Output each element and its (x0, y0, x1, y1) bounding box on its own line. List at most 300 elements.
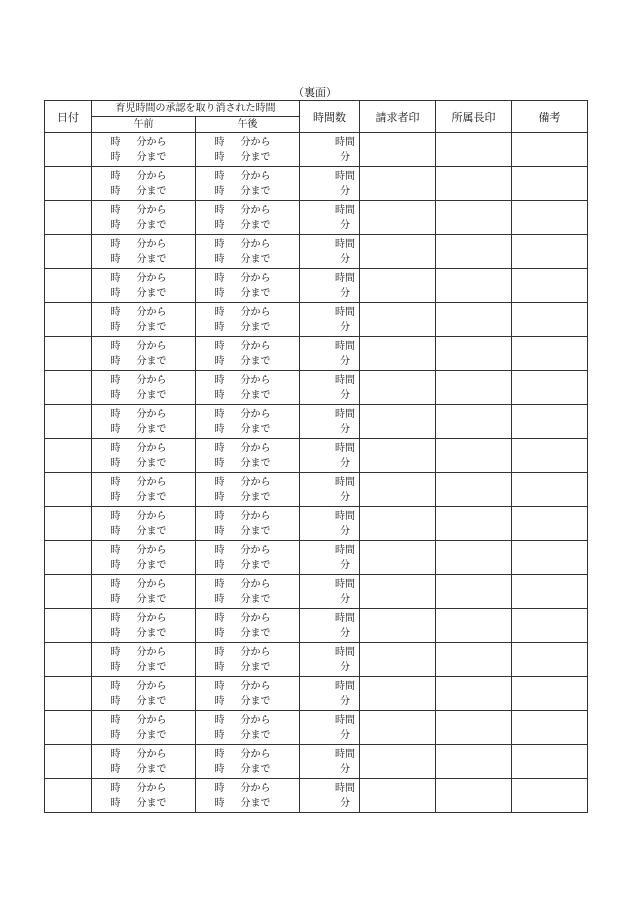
am-time-cell[interactable] (92, 711, 196, 745)
hour-label: 時 (110, 782, 121, 794)
minutes-until-label: 分まで (136, 593, 167, 605)
time-from-line (92, 543, 195, 558)
pm-time-cell[interactable] (196, 337, 300, 371)
hours-unit-label: 時間 (335, 238, 355, 250)
table-row (45, 371, 588, 405)
head-seal-cell[interactable] (436, 269, 512, 303)
time-until-line (92, 660, 195, 675)
am-time-cell[interactable] (92, 507, 196, 541)
remarks-cell[interactable] (512, 473, 588, 507)
time-until-line (92, 354, 195, 369)
hour-label: 時 (214, 442, 225, 454)
header-am: 午前 (92, 117, 196, 133)
requester-seal-cell[interactable] (360, 133, 436, 167)
hour-label: 時 (214, 729, 225, 741)
childcare-time-revocation-table (44, 100, 588, 813)
date-cell[interactable] (45, 575, 92, 609)
date-cell[interactable] (45, 167, 92, 201)
hour-label: 時 (214, 151, 225, 163)
remarks-cell[interactable] (512, 609, 588, 643)
table-row (45, 133, 588, 167)
pm-time-cell[interactable] (196, 643, 300, 677)
time-until-line (196, 320, 299, 335)
hours-cell[interactable] (300, 371, 360, 405)
hour-label: 時 (214, 593, 225, 605)
hour-label: 時 (110, 763, 121, 775)
time-until-line (92, 320, 195, 335)
hour-label: 時 (214, 578, 225, 590)
head-seal-cell[interactable] (436, 507, 512, 541)
head-seal-cell[interactable] (436, 473, 512, 507)
requester-seal-cell[interactable] (360, 473, 436, 507)
hours-cell[interactable] (300, 677, 360, 711)
minutes-unit-label: 分 (340, 321, 350, 333)
date-cell[interactable] (45, 235, 92, 269)
hours-unit-label: 時間 (335, 306, 355, 318)
table-row (45, 439, 588, 473)
pm-time-cell[interactable] (196, 133, 300, 167)
minutes-until-label: 分まで (136, 729, 167, 741)
head-seal-cell[interactable] (436, 201, 512, 235)
pm-time-cell[interactable] (196, 235, 300, 269)
minutes-from-label: 分から (240, 170, 271, 182)
hour-label: 時 (110, 136, 121, 148)
minutes-from-label: 分から (240, 272, 271, 284)
pm-time-cell[interactable] (196, 575, 300, 609)
requester-seal-cell[interactable] (360, 371, 436, 405)
hour-label: 時 (214, 627, 225, 639)
hours-unit-label: 時間 (335, 374, 355, 386)
head-seal-cell[interactable] (436, 745, 512, 779)
hours-cell[interactable] (300, 337, 360, 371)
time-from-line (92, 237, 195, 252)
minutes-from-label: 分から (240, 680, 271, 692)
minutes-from-label: 分から (136, 272, 167, 284)
hours-cell[interactable] (300, 235, 360, 269)
hour-label: 時 (214, 510, 225, 522)
hours-cell[interactable] (300, 507, 360, 541)
date-cell[interactable] (45, 507, 92, 541)
head-seal-cell[interactable] (436, 303, 512, 337)
minutes-from-label: 分から (136, 646, 167, 658)
minutes-until-label: 分まで (240, 355, 271, 367)
minutes-unit-label: 分 (340, 695, 350, 707)
minutes-unit-label: 分 (340, 389, 350, 401)
time-from-line (196, 339, 299, 354)
time-until-line (196, 150, 299, 165)
time-from-line (196, 747, 299, 762)
table-row (45, 779, 588, 813)
head-seal-cell[interactable] (436, 439, 512, 473)
header-remarks: 備考 (512, 101, 588, 133)
minutes-until-label: 分まで (240, 151, 271, 163)
date-cell[interactable] (45, 609, 92, 643)
table-row (45, 507, 588, 541)
table-row (45, 473, 588, 507)
time-from-line (92, 747, 195, 762)
am-time-cell[interactable] (92, 439, 196, 473)
minutes-from-label: 分から (240, 578, 271, 590)
am-time-cell[interactable] (92, 303, 196, 337)
minutes-from-label: 分から (240, 646, 271, 658)
am-time-cell[interactable] (92, 575, 196, 609)
hour-label: 時 (110, 627, 121, 639)
hours-cell[interactable] (300, 201, 360, 235)
date-cell[interactable] (45, 337, 92, 371)
remarks-cell[interactable] (512, 711, 588, 745)
minutes-from-label: 分から (240, 408, 271, 420)
time-until-line (92, 592, 195, 607)
hour-label: 時 (110, 525, 121, 537)
remarks-cell[interactable] (512, 405, 588, 439)
remarks-cell[interactable] (512, 507, 588, 541)
remarks-cell[interactable] (512, 167, 588, 201)
requester-seal-cell[interactable] (360, 337, 436, 371)
minutes-until-label: 分まで (136, 695, 167, 707)
hour-label: 時 (110, 340, 121, 352)
requester-seal-cell[interactable] (360, 609, 436, 643)
header-revoked-time: 育児時間の承認を取り消された時間 (92, 101, 300, 117)
minutes-unit-label: 分 (340, 219, 350, 231)
time-until-line (92, 456, 195, 471)
remarks-cell[interactable] (512, 337, 588, 371)
minutes-unit-label: 分 (340, 797, 350, 809)
pm-time-cell[interactable] (196, 473, 300, 507)
minutes-unit-label: 分 (340, 253, 350, 265)
minutes-from-label: 分から (240, 136, 271, 148)
date-cell[interactable] (45, 405, 92, 439)
header-head-seal: 所属長印 (436, 101, 512, 133)
am-time-cell[interactable] (92, 405, 196, 439)
time-until-line (92, 388, 195, 403)
requester-seal-cell[interactable] (360, 745, 436, 779)
requester-seal-cell[interactable] (360, 575, 436, 609)
head-seal-cell[interactable] (436, 235, 512, 269)
hour-label: 時 (214, 408, 225, 420)
date-cell[interactable] (45, 779, 92, 813)
requester-seal-cell[interactable] (360, 677, 436, 711)
date-cell[interactable] (45, 541, 92, 575)
pm-time-cell[interactable] (196, 779, 300, 813)
head-seal-cell[interactable] (436, 779, 512, 813)
pm-time-cell[interactable] (196, 405, 300, 439)
table-row (45, 643, 588, 677)
hour-label: 時 (110, 729, 121, 741)
time-until-line (92, 252, 195, 267)
am-time-cell[interactable] (92, 167, 196, 201)
am-time-cell[interactable] (92, 337, 196, 371)
minutes-until-label: 分まで (240, 219, 271, 231)
hours-unit-label: 時間 (335, 442, 355, 454)
head-seal-cell[interactable] (436, 133, 512, 167)
minutes-from-label: 分から (240, 510, 271, 522)
remarks-cell[interactable] (512, 235, 588, 269)
minutes-from-label: 分から (136, 408, 167, 420)
am-time-cell[interactable] (92, 609, 196, 643)
minutes-unit-label: 分 (340, 151, 350, 163)
minutes-until-label: 分まで (240, 627, 271, 639)
table-row (45, 269, 588, 303)
pm-time-cell[interactable] (196, 507, 300, 541)
hour-label: 時 (214, 525, 225, 537)
time-until-line (92, 150, 195, 165)
hour-label: 時 (214, 306, 225, 318)
hour-label: 時 (110, 321, 121, 333)
hours-unit-label: 時間 (335, 646, 355, 658)
header-pm: 午後 (196, 117, 300, 133)
hours-cell[interactable] (300, 779, 360, 813)
pm-time-cell[interactable] (196, 371, 300, 405)
hour-label: 時 (110, 442, 121, 454)
requester-seal-cell[interactable] (360, 201, 436, 235)
minutes-until-label: 分まで (136, 389, 167, 401)
am-time-cell[interactable] (92, 201, 196, 235)
hour-label: 時 (110, 612, 121, 624)
pm-time-cell[interactable] (196, 541, 300, 575)
minutes-until-label: 分まで (240, 729, 271, 741)
am-time-cell[interactable] (92, 745, 196, 779)
minutes-from-label: 分から (136, 204, 167, 216)
minutes-from-label: 分から (136, 782, 167, 794)
time-until-line (92, 694, 195, 709)
hour-label: 時 (110, 287, 121, 299)
remarks-cell[interactable] (512, 133, 588, 167)
hours-cell[interactable] (300, 133, 360, 167)
remarks-cell[interactable] (512, 541, 588, 575)
hours-cell[interactable] (300, 269, 360, 303)
hour-label: 時 (110, 661, 121, 673)
time-from-line (196, 203, 299, 218)
minutes-from-label: 分から (136, 374, 167, 386)
pm-time-cell[interactable] (196, 439, 300, 473)
date-cell[interactable] (45, 711, 92, 745)
requester-seal-cell[interactable] (360, 235, 436, 269)
head-seal-cell[interactable] (436, 575, 512, 609)
hour-label: 時 (110, 680, 121, 692)
pm-time-cell[interactable] (196, 711, 300, 745)
date-cell[interactable] (45, 133, 92, 167)
minutes-from-label: 分から (136, 476, 167, 488)
pm-time-cell[interactable] (196, 677, 300, 711)
hour-label: 時 (214, 763, 225, 775)
requester-seal-cell[interactable] (360, 439, 436, 473)
hours-cell[interactable] (300, 575, 360, 609)
hour-label: 時 (110, 306, 121, 318)
requester-seal-cell[interactable] (360, 167, 436, 201)
hour-label: 時 (214, 544, 225, 556)
remarks-cell[interactable] (512, 201, 588, 235)
minutes-from-label: 分から (240, 544, 271, 556)
hour-label: 時 (110, 423, 121, 435)
hour-label: 時 (110, 253, 121, 265)
date-cell[interactable] (45, 303, 92, 337)
date-cell[interactable] (45, 269, 92, 303)
pm-time-cell[interactable] (196, 167, 300, 201)
minutes-until-label: 分まで (136, 627, 167, 639)
pm-time-cell[interactable] (196, 609, 300, 643)
time-until-line (196, 558, 299, 573)
time-from-line (92, 407, 195, 422)
head-seal-cell[interactable] (436, 711, 512, 745)
minutes-until-label: 分まで (240, 185, 271, 197)
time-until-line (196, 354, 299, 369)
date-cell[interactable] (45, 643, 92, 677)
hours-cell[interactable] (300, 303, 360, 337)
hours-unit-label: 時間 (335, 782, 355, 794)
requester-seal-cell[interactable] (360, 779, 436, 813)
minutes-from-label: 分から (136, 238, 167, 250)
time-until-line (92, 422, 195, 437)
hour-label: 時 (110, 510, 121, 522)
pm-time-cell[interactable] (196, 303, 300, 337)
hours-unit-label: 時間 (335, 170, 355, 182)
minutes-until-label: 分まで (240, 491, 271, 503)
minutes-from-label: 分から (240, 782, 271, 794)
hours-unit-label: 時間 (335, 578, 355, 590)
remarks-cell[interactable] (512, 779, 588, 813)
head-seal-cell[interactable] (436, 541, 512, 575)
table-body (45, 133, 588, 813)
hour-label: 時 (110, 476, 121, 488)
time-until-line (196, 456, 299, 471)
head-seal-cell[interactable] (436, 337, 512, 371)
am-time-cell[interactable] (92, 133, 196, 167)
date-cell[interactable] (45, 745, 92, 779)
time-from-line (196, 679, 299, 694)
time-until-line (196, 388, 299, 403)
hour-label: 時 (214, 748, 225, 760)
requester-seal-cell[interactable] (360, 643, 436, 677)
time-from-line (196, 305, 299, 320)
hours-cell[interactable] (300, 711, 360, 745)
am-time-cell[interactable] (92, 371, 196, 405)
remarks-cell[interactable] (512, 575, 588, 609)
hours-unit-label: 時間 (335, 136, 355, 148)
hour-label: 時 (214, 491, 225, 503)
minutes-until-label: 分まで (136, 797, 167, 809)
remarks-cell[interactable] (512, 745, 588, 779)
date-cell[interactable] (45, 473, 92, 507)
hour-label: 時 (110, 204, 121, 216)
minutes-unit-label: 分 (340, 661, 350, 673)
minutes-from-label: 分から (240, 340, 271, 352)
pm-time-cell[interactable] (196, 201, 300, 235)
minutes-until-label: 分まで (240, 593, 271, 605)
time-until-line (196, 218, 299, 233)
hour-label: 時 (110, 151, 121, 163)
minutes-from-label: 分から (240, 476, 271, 488)
head-seal-cell[interactable] (436, 677, 512, 711)
head-seal-cell[interactable] (436, 371, 512, 405)
minutes-until-label: 分まで (240, 423, 271, 435)
time-from-line (92, 441, 195, 456)
minutes-from-label: 分から (136, 544, 167, 556)
requester-seal-cell[interactable] (360, 303, 436, 337)
head-seal-cell[interactable] (436, 609, 512, 643)
requester-seal-cell[interactable] (360, 405, 436, 439)
hour-label: 時 (214, 457, 225, 469)
remarks-cell[interactable] (512, 677, 588, 711)
requester-seal-cell[interactable] (360, 541, 436, 575)
hours-cell[interactable] (300, 541, 360, 575)
date-cell[interactable] (45, 439, 92, 473)
hours-cell[interactable] (300, 439, 360, 473)
hour-label: 時 (214, 321, 225, 333)
remarks-cell[interactable] (512, 303, 588, 337)
hours-cell[interactable] (300, 643, 360, 677)
remarks-cell[interactable] (512, 371, 588, 405)
am-time-cell[interactable] (92, 677, 196, 711)
time-from-line (196, 271, 299, 286)
hours-unit-label: 時間 (335, 612, 355, 624)
minutes-until-label: 分まで (240, 457, 271, 469)
minutes-from-label: 分から (240, 612, 271, 624)
time-from-line (196, 781, 299, 796)
am-time-cell[interactable] (92, 473, 196, 507)
hour-label: 時 (110, 219, 121, 231)
requester-seal-cell[interactable] (360, 269, 436, 303)
requester-seal-cell[interactable] (360, 711, 436, 745)
hour-label: 時 (110, 408, 121, 420)
minutes-from-label: 分から (136, 340, 167, 352)
minutes-from-label: 分から (136, 680, 167, 692)
hours-cell[interactable] (300, 609, 360, 643)
minutes-from-label: 分から (136, 442, 167, 454)
table-row (45, 677, 588, 711)
hours-cell[interactable] (300, 405, 360, 439)
am-time-cell[interactable] (92, 541, 196, 575)
remarks-cell[interactable] (512, 269, 588, 303)
minutes-until-label: 分まで (240, 661, 271, 673)
remarks-cell[interactable] (512, 643, 588, 677)
hours-cell[interactable] (300, 167, 360, 201)
pm-time-cell[interactable] (196, 269, 300, 303)
hour-label: 時 (214, 355, 225, 367)
minutes-until-label: 分まで (240, 253, 271, 265)
hours-unit-label: 時間 (335, 748, 355, 760)
am-time-cell[interactable] (92, 779, 196, 813)
time-from-line (196, 373, 299, 388)
minutes-unit-label: 分 (340, 525, 350, 537)
head-seal-cell[interactable] (436, 405, 512, 439)
hour-label: 時 (214, 170, 225, 182)
time-from-line (92, 645, 195, 660)
hours-unit-label: 時間 (335, 714, 355, 726)
am-time-cell[interactable] (92, 235, 196, 269)
minutes-until-label: 分まで (136, 287, 167, 299)
time-from-line (92, 509, 195, 524)
head-seal-cell[interactable] (436, 643, 512, 677)
am-time-cell[interactable] (92, 643, 196, 677)
minutes-until-label: 分まで (240, 287, 271, 299)
date-cell[interactable] (45, 677, 92, 711)
header-date: 日付 (45, 101, 92, 133)
head-seal-cell[interactable] (436, 167, 512, 201)
requester-seal-cell[interactable] (360, 507, 436, 541)
am-time-cell[interactable] (92, 269, 196, 303)
remarks-cell[interactable] (512, 439, 588, 473)
hours-cell[interactable] (300, 745, 360, 779)
date-cell[interactable] (45, 371, 92, 405)
date-cell[interactable] (45, 201, 92, 235)
time-until-line (196, 626, 299, 641)
page-side-label: （裏面） (293, 86, 337, 99)
pm-time-cell[interactable] (196, 745, 300, 779)
hours-cell[interactable] (300, 473, 360, 507)
minutes-from-label: 分から (240, 306, 271, 318)
hour-label: 時 (214, 204, 225, 216)
time-until-line (196, 796, 299, 811)
